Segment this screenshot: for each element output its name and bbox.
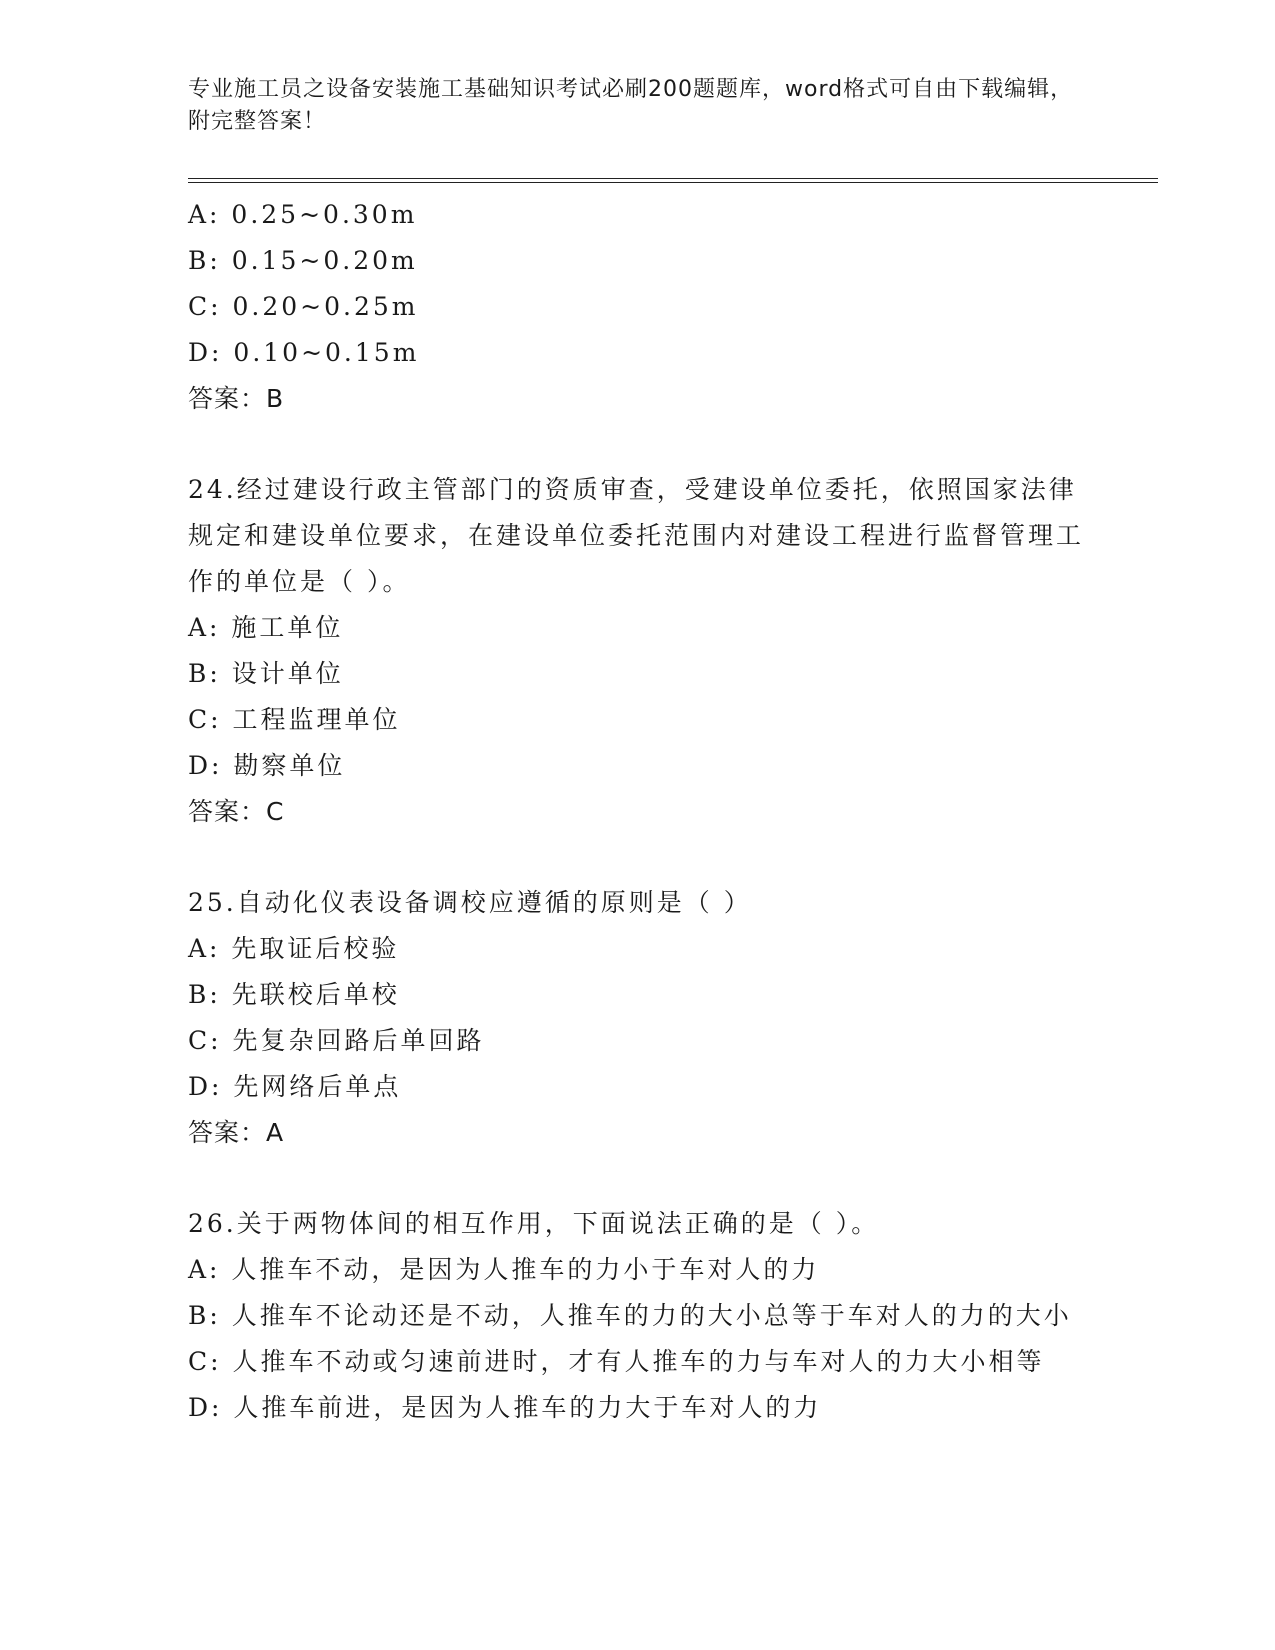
option-b: B: 人推车不论动还是不动，人推车的力的大小总等于车对人的力的大小	[188, 1301, 1072, 1330]
spacer	[188, 835, 1088, 880]
option-d: D: 0.10~0.15m	[188, 338, 420, 367]
header-divider	[188, 178, 1158, 183]
question-23	[188, 192, 1088, 422]
option-b: B: 设计单位	[188, 659, 344, 688]
option-a: A: 先取证后校验	[188, 934, 400, 963]
question-25	[188, 880, 1088, 1156]
question-stem: 26.关于两物体间的相互作用，下面说法正确的是（ ）。	[188, 1209, 880, 1238]
option-c: C: 人推车不动或匀速前进时，才有人推车的力与车对人的力大小相等	[188, 1347, 1045, 1376]
option-b: B: 先联校后单校	[188, 980, 400, 1009]
spacer	[188, 1156, 1088, 1201]
option-a: A: 施工单位	[188, 613, 344, 642]
option-a: A: 人推车不动，是因为人推车的力小于车对人的力	[188, 1255, 820, 1284]
question-stem: 25.自动化仪表设备调校应遵循的原则是（ ）	[188, 888, 752, 917]
spacer	[188, 422, 1088, 467]
option-b: B: 0.15~0.20m	[188, 246, 418, 275]
answer: 答案：C	[188, 797, 285, 826]
option-a: A: 0.25~0.30m	[188, 200, 418, 229]
option-d: D: 人推车前进，是因为人推车的力大于车对人的力	[188, 1393, 822, 1422]
option-c: C: 先复杂回路后单回路	[188, 1026, 485, 1055]
option-d: D: 先网络后单点	[188, 1072, 402, 1101]
page-header: 专业施工员之设备安装施工基础知识考试必刷200题题库，word格式可自由下载编辑，附完整答案！	[188, 77, 1074, 134]
option-c: C: 0.20~0.25m	[188, 292, 419, 321]
option-c: C: 工程监理单位	[188, 705, 401, 734]
question-24	[188, 467, 1088, 835]
option-d: D: 勘察单位	[188, 751, 346, 780]
question-stem: 24.经过建设行政主管部门的资质审查，受建设单位委托，依照国家法律规定和建设单位要求，在建设单位委托范围内对建设工程进行监督管理工作的单位是（ ）。	[188, 475, 1085, 596]
answer: 答案：A	[188, 1118, 285, 1147]
question-list	[188, 192, 1088, 1431]
answer: 答案：B	[188, 384, 285, 413]
question-26	[188, 1201, 1088, 1431]
